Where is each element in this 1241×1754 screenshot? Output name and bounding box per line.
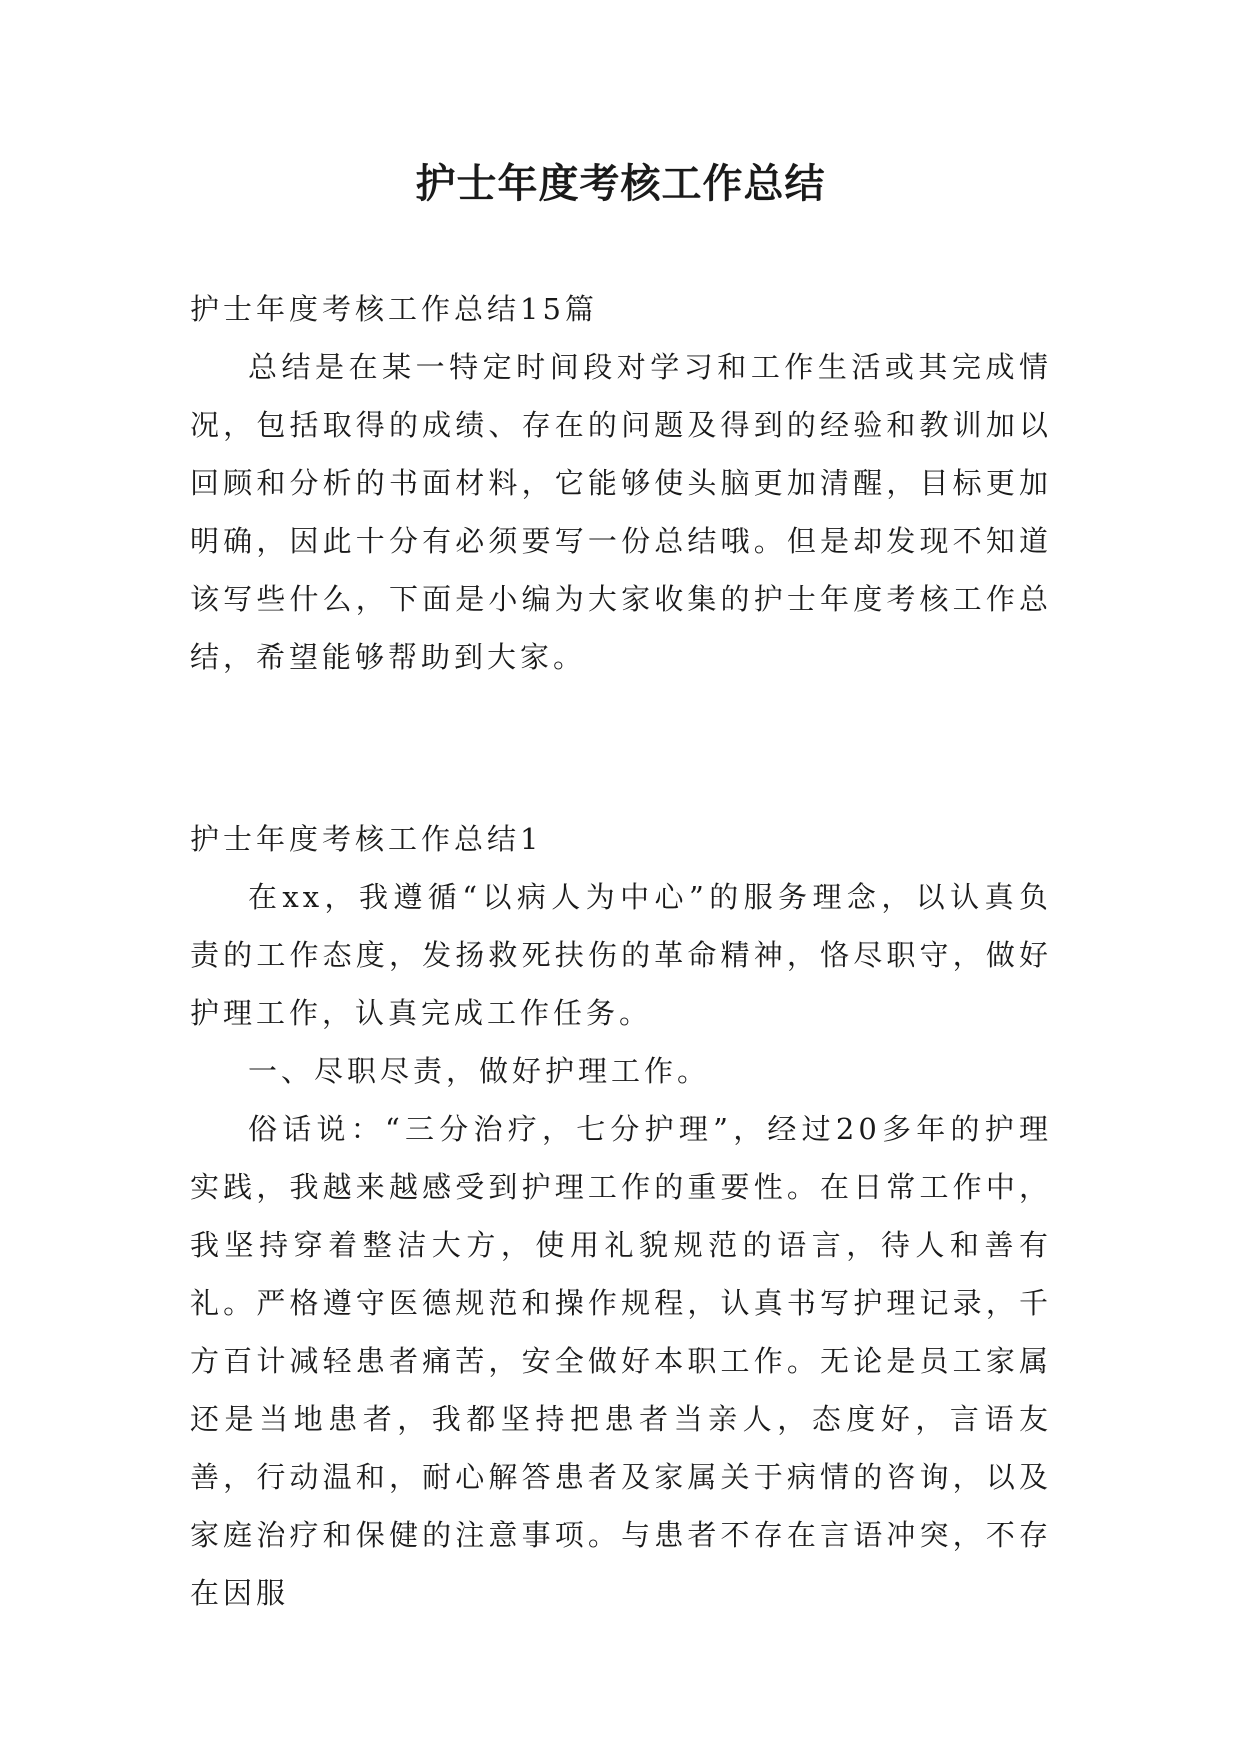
intro-paragraph: 总结是在某一特定时间段对学习和工作生活或其完成情况，包括取得的成绩、存在的问题及得到的经验和教训加以回顾和分析的书面材料，它能够使头脑更加清醒，目标更加明确，因此十分有必须要写一份总结哦。但是却发现不知道该写些什么，下面是小编为大家收集的护士年度考核工作总结，希望能够帮助到大家。 <box>190 350 1052 674</box>
intro-heading: 护士年度考核工作总结15篇 <box>190 292 598 326</box>
section-1-paragraph-1: 在xx，我遵循“以病人为中心”的服务理念，以认真负责的工作态度，发扬救死扶伤的革命精神，恪尽职守，做好护理工作，认真完成工作任务。 <box>190 880 1052 1030</box>
section-1 <box>190 810 1052 1622</box>
section-1-heading: 护士年度考核工作总结1 <box>190 822 543 856</box>
section-1-paragraph-2: 俗话说：“三分治疗，七分护理”，经过20多年的护理实践，我越来越感受到护理工作的重要性。在日常工作中，我坚持穿着整洁大方，使用礼貌规范的语言，待人和善有礼。严格遵守医德规范和操作规程，认真书写护理记录，千方百计减轻患者痛苦，安全做好本职工作。无论是员工家属还是当地患者，我都坚持把患者当亲人，态度好，言语友善，行动温和，耐心解答患者及家属关于病情的咨询，以及家庭治疗和保健的注意事项。与患者不存在言语冲突，不存在因服 <box>190 1112 1052 1610</box>
document-title: 护士年度考核工作总结 <box>415 161 826 207</box>
section-1-subheading: 一、尽职尽责，做好护理工作。 <box>248 1054 711 1088</box>
intro-section <box>190 280 1052 686</box>
